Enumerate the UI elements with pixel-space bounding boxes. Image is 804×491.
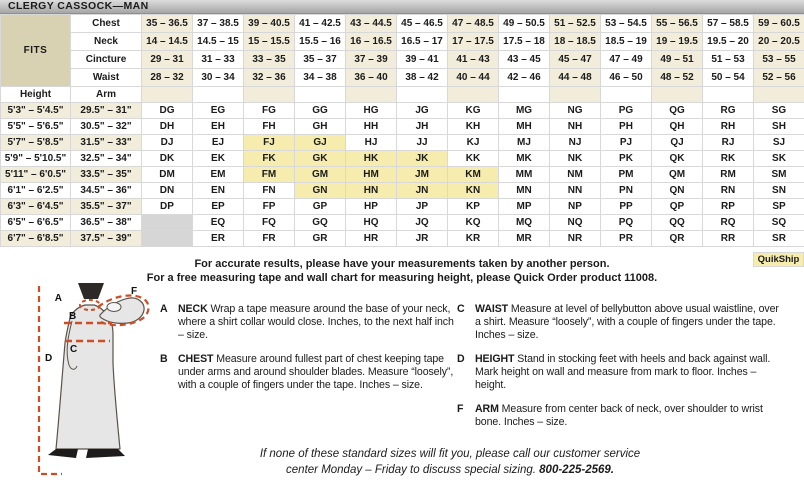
size-code-cell: NR xyxy=(550,231,601,247)
size-row xyxy=(1,199,804,215)
empty-header-cell xyxy=(346,87,397,103)
figure-head xyxy=(78,283,104,299)
size-code-cell: QN xyxy=(652,183,703,199)
arm-range-cell: 36.5" – 38" xyxy=(71,215,142,231)
size-code-cell: DM xyxy=(142,167,193,183)
size-code-cell: HN xyxy=(346,183,397,199)
size-code-cell: MG xyxy=(499,103,550,119)
size-code-cell: PG xyxy=(601,103,652,119)
size-code-cell: MR xyxy=(499,231,550,247)
measure-range-cell: 46 – 50 xyxy=(601,69,652,87)
measure-range-cell: 41 – 42.5 xyxy=(295,15,346,33)
measure-range-cell: 39 – 40.5 xyxy=(244,15,295,33)
size-code-cell: JJ xyxy=(397,135,448,151)
measure-range-cell: 49 – 50.5 xyxy=(499,15,550,33)
size-code-cell: RH xyxy=(703,119,754,135)
height-range-cell: 5'9" – 5'10.5" xyxy=(1,151,71,167)
size-row xyxy=(1,103,804,119)
size-code-cell: RP xyxy=(703,199,754,215)
size-code-cell: FP xyxy=(244,199,295,215)
size-code-cell: MM xyxy=(499,167,550,183)
measure-range-cell: 42 – 46 xyxy=(499,69,550,87)
empty-header-cell xyxy=(601,87,652,103)
measure-range-cell: 35 – 36.5 xyxy=(142,15,193,33)
instructions-right-column xyxy=(457,303,779,440)
measure-range-cell: 33 – 35 xyxy=(244,51,295,69)
size-code-cell: NG xyxy=(550,103,601,119)
size-code-cell: EM xyxy=(193,167,244,183)
size-code-cell: RJ xyxy=(703,135,754,151)
size-code-cell: GH xyxy=(295,119,346,135)
measure-range-cell: 17.5 – 18 xyxy=(499,33,550,51)
size-row xyxy=(1,215,804,231)
measure-range-cell: 48 – 52 xyxy=(652,69,703,87)
fits-rows xyxy=(1,15,804,87)
height-range-cell: 6'1" – 6'2.5" xyxy=(1,183,71,199)
instruction-key: B xyxy=(160,353,168,365)
measure-range-cell: 47 – 48.5 xyxy=(448,15,499,33)
size-code-cell: HQ xyxy=(346,215,397,231)
empty-header-cell xyxy=(193,87,244,103)
size-code-cell: JG xyxy=(397,103,448,119)
height-range-cell: 5'11" – 6'0.5" xyxy=(1,167,71,183)
size-row xyxy=(1,119,804,135)
measure-range-cell: 17 – 17.5 xyxy=(448,33,499,51)
size-code-cell: PR xyxy=(601,231,652,247)
left-shoe xyxy=(48,449,78,458)
size-code-cell: SM xyxy=(754,167,804,183)
size-code-cell: FN xyxy=(244,183,295,199)
cassock-body xyxy=(56,305,120,449)
size-code-cell: EG xyxy=(193,103,244,119)
measure-range-cell: 14.5 – 15 xyxy=(193,33,244,51)
hand-cuff xyxy=(107,303,121,312)
size-code-cell: JQ xyxy=(397,215,448,231)
size-code-cell: SK xyxy=(754,151,804,167)
measure-range-cell: 43 – 44.5 xyxy=(346,15,397,33)
measure-range-cell: 28 – 32 xyxy=(142,69,193,87)
size-code-cell: NN xyxy=(550,183,601,199)
arm-range-cell: 30.5" – 32" xyxy=(71,119,142,135)
measure-range-cell: 32 – 36 xyxy=(244,69,295,87)
size-row xyxy=(1,231,804,247)
empty-header-cell xyxy=(397,87,448,103)
figure-label-c: C xyxy=(70,344,78,355)
size-code-cell: FK xyxy=(244,151,295,167)
size-code-cell: KG xyxy=(448,103,499,119)
size-code-cell: EP xyxy=(193,199,244,215)
size-code-cell: EJ xyxy=(193,135,244,151)
size-code-cell: RN xyxy=(703,183,754,199)
measure-label: Neck xyxy=(71,33,142,51)
instruction-c xyxy=(457,303,779,342)
instruction-key: A xyxy=(160,303,168,315)
measure-label: Chest xyxy=(71,15,142,33)
size-code-cell: SJ xyxy=(754,135,804,151)
arm-range-cell: 32.5" – 34" xyxy=(71,151,142,167)
size-code-cell: QR xyxy=(652,231,703,247)
figure-label-a: A xyxy=(54,293,62,304)
size-code-cell: EH xyxy=(193,119,244,135)
size-code-cell: DP xyxy=(142,199,193,215)
figure-label-b: B xyxy=(69,311,77,322)
size-code-cell: RR xyxy=(703,231,754,247)
instruction-text: WAIST Measure at level of bellybutton above usual waistline, over a shirt. Measure “loosely”, with a couple of fingers under the tape. Inches – size. xyxy=(475,303,779,341)
measure-range-cell: 53 – 55 xyxy=(754,51,804,69)
size-code-cell: DJ xyxy=(142,135,193,151)
measure-row-cincture xyxy=(1,51,804,69)
measure-range-cell: 41 – 43 xyxy=(448,51,499,69)
size-code-cell: PN xyxy=(601,183,652,199)
size-code-cell: FG xyxy=(244,103,295,119)
empty-header-cell xyxy=(244,87,295,103)
measure-range-cell: 16 – 16.5 xyxy=(346,33,397,51)
size-code-cell: MH xyxy=(499,119,550,135)
size-code-cell: QK xyxy=(652,151,703,167)
size-code-cell: NQ xyxy=(550,215,601,231)
note-line-1: For accurate results, please have your measurements taken by another person. xyxy=(194,258,610,270)
size-code-cell: FH xyxy=(244,119,295,135)
size-code-cell: RM xyxy=(703,167,754,183)
measure-range-cell: 19 – 19.5 xyxy=(652,33,703,51)
measure-range-cell: 43 – 45 xyxy=(499,51,550,69)
size-code-cell: NH xyxy=(550,119,601,135)
instruction-key: D xyxy=(457,353,465,365)
size-code-cell: FQ xyxy=(244,215,295,231)
height-range-cell: 6'3" – 6'4.5" xyxy=(1,199,71,215)
measure-row-neck xyxy=(1,33,804,51)
arm-range-cell: 31.5" – 33" xyxy=(71,135,142,151)
size-code-cell: KR xyxy=(448,231,499,247)
instruction-text: HEIGHT Stand in stocking feet with heels and back against wall. Mark height on wall and measure from mark to floor. Inches – height. xyxy=(475,353,771,391)
instruction-a xyxy=(160,303,456,342)
size-row xyxy=(1,135,804,151)
size-code-cell: MN xyxy=(499,183,550,199)
measure-range-cell: 52 – 56 xyxy=(754,69,804,87)
measure-range-cell: 15 – 15.5 xyxy=(244,33,295,51)
size-code-cell: FJ xyxy=(244,135,295,151)
size-code-cell: SP xyxy=(754,199,804,215)
measure-range-cell: 30 – 34 xyxy=(193,69,244,87)
size-code-cell: HR xyxy=(346,231,397,247)
size-code-cell: KP xyxy=(448,199,499,215)
measure-range-cell: 15.5 – 16 xyxy=(295,33,346,51)
size-code-cell: HJ xyxy=(346,135,397,151)
size-code-cell: DK xyxy=(142,151,193,167)
size-code-cell: HH xyxy=(346,119,397,135)
size-code-cell: PM xyxy=(601,167,652,183)
size-code-cell: KH xyxy=(448,119,499,135)
size-code-cell: KQ xyxy=(448,215,499,231)
footer-line-2 xyxy=(100,463,800,479)
measure-range-cell: 49 – 51 xyxy=(652,51,703,69)
measure-range-cell: 36 – 40 xyxy=(346,69,397,87)
size-code-cell: PP xyxy=(601,199,652,215)
instructions-left-column xyxy=(160,303,456,403)
instruction-key: F xyxy=(457,403,464,415)
size-code-cell: JR xyxy=(397,231,448,247)
arm-range-cell: 34.5" – 36" xyxy=(71,183,142,199)
size-code-cell: MJ xyxy=(499,135,550,151)
measure-label: Waist xyxy=(71,69,142,87)
measure-range-cell: 16.5 – 17 xyxy=(397,33,448,51)
size-code-cell: PJ xyxy=(601,135,652,151)
size-code-cell: GJ xyxy=(295,135,346,151)
empty-header-cell xyxy=(703,87,754,103)
size-code-cell: NM xyxy=(550,167,601,183)
size-code-cell: MP xyxy=(499,199,550,215)
measure-range-cell: 38 – 42 xyxy=(397,69,448,87)
size-code-cell: GP xyxy=(295,199,346,215)
measure-range-cell: 37 – 39 xyxy=(346,51,397,69)
instruction-text: ARM Measure from center back of neck, over shoulder to wrist bone. Inches – size. xyxy=(475,403,763,428)
empty-header-cell xyxy=(142,87,193,103)
size-code-cell: JP xyxy=(397,199,448,215)
size-code-cell: GQ xyxy=(295,215,346,231)
size-code-cell: EQ xyxy=(193,215,244,231)
raised-arm xyxy=(100,298,144,323)
measure-row-chest xyxy=(1,15,804,33)
instruction-text: NECK Wrap a tape measure around the base of your neck, where a shirt collar would close. Inches, to the next half inch – size. xyxy=(178,303,454,341)
size-code-cell: ER xyxy=(193,231,244,247)
size-code-cell: SG xyxy=(754,103,804,119)
size-code-cell: QP xyxy=(652,199,703,215)
size-code-cell: HP xyxy=(346,199,397,215)
quikship-badge: QuikShip xyxy=(753,252,804,267)
measure-range-cell: 45 – 47 xyxy=(550,51,601,69)
size-code-cell: JM xyxy=(397,167,448,183)
size-code-cell: MK xyxy=(499,151,550,167)
size-code-cell: SN xyxy=(754,183,804,199)
size-code-cell: GN xyxy=(295,183,346,199)
empty-header-cell xyxy=(550,87,601,103)
height-range-cell: 6'5" – 6'6.5" xyxy=(1,215,71,231)
measure-range-cell: 45 – 46.5 xyxy=(397,15,448,33)
customer-service-phone: 800-225-2569. xyxy=(539,463,614,476)
measure-range-cell: 53 – 54.5 xyxy=(601,15,652,33)
measure-range-cell: 57 – 58.5 xyxy=(703,15,754,33)
sizing-table xyxy=(0,14,804,247)
arm-column-header: Arm xyxy=(71,87,142,103)
size-code-cell: HK xyxy=(346,151,397,167)
size-code-cell: NJ xyxy=(550,135,601,151)
figure-label-f: F xyxy=(131,286,138,297)
size-code-cell: RK xyxy=(703,151,754,167)
figure-label-d: D xyxy=(45,353,53,364)
size-code-cell: PK xyxy=(601,151,652,167)
measure-range-cell: 51 – 52.5 xyxy=(550,15,601,33)
size-code-cell: PH xyxy=(601,119,652,135)
measure-range-cell: 50 – 54 xyxy=(703,69,754,87)
note-line-2: For a free measuring tape and wall chart for measuring height, please Quick Order product 11008. xyxy=(146,271,658,284)
empty-header-cell xyxy=(295,87,346,103)
measure-range-cell: 18 – 18.5 xyxy=(550,33,601,51)
measure-range-cell: 35 – 37 xyxy=(295,51,346,69)
measure-range-cell: 55 – 56.5 xyxy=(652,15,703,33)
size-code-cell: KN xyxy=(448,183,499,199)
size-code-cell: GK xyxy=(295,151,346,167)
size-code-cell: GG xyxy=(295,103,346,119)
size-code-cell: SR xyxy=(754,231,804,247)
page-title: CLERGY CASSOCK—MAN xyxy=(0,0,804,14)
measure-range-cell: 51 – 53 xyxy=(703,51,754,69)
size-code-cell: QM xyxy=(652,167,703,183)
size-rows xyxy=(1,103,804,247)
footer-line-2-text: center Monday – Friday to discuss special sizing. xyxy=(286,463,540,476)
size-code-cell: EK xyxy=(193,151,244,167)
arm-range-cell: 33.5" – 35" xyxy=(71,167,142,183)
size-code-cell: DG xyxy=(142,103,193,119)
measure-range-cell: 31 – 33 xyxy=(193,51,244,69)
instruction-d xyxy=(457,353,779,392)
measure-range-cell: 19.5 – 20 xyxy=(703,33,754,51)
measure-range-cell: 44 – 48 xyxy=(550,69,601,87)
measure-range-cell: 34 – 38 xyxy=(295,69,346,87)
footer-line-1: If none of these standard sizes will fit you, please call our customer service xyxy=(259,448,641,460)
size-row xyxy=(1,167,804,183)
empty-header-cell xyxy=(448,87,499,103)
size-code-cell: KJ xyxy=(448,135,499,151)
size-code-cell: DN xyxy=(142,183,193,199)
measure-range-cell: 47 – 49 xyxy=(601,51,652,69)
measure-row-waist xyxy=(1,69,804,87)
special-sizing-footer xyxy=(100,447,800,478)
size-code-cell: QH xyxy=(652,119,703,135)
size-code-cell: HM xyxy=(346,167,397,183)
unavailable-size-cell xyxy=(142,231,193,247)
height-arm-header-row xyxy=(1,87,804,103)
height-range-cell: 6'7" – 6'8.5" xyxy=(1,231,71,247)
measure-range-cell: 18.5 – 19 xyxy=(601,33,652,51)
size-code-cell: DH xyxy=(142,119,193,135)
instruction-key: C xyxy=(457,303,465,315)
height-range-cell: 5'5" – 5'6.5" xyxy=(1,119,71,135)
measure-range-cell: 37 – 38.5 xyxy=(193,15,244,33)
size-row xyxy=(1,183,804,199)
size-code-cell: JK xyxy=(397,151,448,167)
size-code-cell: KM xyxy=(448,167,499,183)
size-code-cell: RG xyxy=(703,103,754,119)
measure-range-cell: 20 – 20.5 xyxy=(754,33,804,51)
measure-range-cell: 40 – 44 xyxy=(448,69,499,87)
empty-header-cell xyxy=(754,87,804,103)
size-code-cell: NP xyxy=(550,199,601,215)
instruction-text: CHEST Measure around fullest part of chest keeping tape under arms and around shoulder blades. Measure “loosely”, with a couple of fingers under the tape. Inches – size. xyxy=(178,353,454,391)
size-code-cell: QG xyxy=(652,103,703,119)
height-column-header: Height xyxy=(1,87,71,103)
size-code-cell: KK xyxy=(448,151,499,167)
measurement-notes xyxy=(0,258,804,285)
measure-range-cell: 39 – 41 xyxy=(397,51,448,69)
measure-range-cell: 29 – 31 xyxy=(142,51,193,69)
arm-range-cell: 35.5" – 37" xyxy=(71,199,142,215)
measure-label: Cincture xyxy=(71,51,142,69)
size-code-cell: EN xyxy=(193,183,244,199)
size-code-cell: RQ xyxy=(703,215,754,231)
height-range-cell: 5'7" – 5'8.5" xyxy=(1,135,71,151)
arm-range-cell: 29.5" – 31" xyxy=(71,103,142,119)
instruction-f xyxy=(457,403,779,429)
size-code-cell: JN xyxy=(397,183,448,199)
empty-header-cell xyxy=(499,87,550,103)
size-code-cell: QQ xyxy=(652,215,703,231)
size-code-cell: GM xyxy=(295,167,346,183)
empty-header-cell xyxy=(652,87,703,103)
height-header-row xyxy=(1,87,804,103)
size-code-cell: HG xyxy=(346,103,397,119)
instruction-b xyxy=(160,353,456,392)
size-code-cell: FM xyxy=(244,167,295,183)
size-code-cell: NK xyxy=(550,151,601,167)
size-code-cell: QJ xyxy=(652,135,703,151)
size-code-cell: SH xyxy=(754,119,804,135)
size-code-cell: JH xyxy=(397,119,448,135)
arm-range-cell: 37.5" – 39" xyxy=(71,231,142,247)
height-range-cell: 5'3" – 5'4.5" xyxy=(1,103,71,119)
measure-range-cell: 59 – 60.5 xyxy=(754,15,804,33)
size-code-cell: MQ xyxy=(499,215,550,231)
size-row xyxy=(1,151,804,167)
fits-label: FITS xyxy=(1,15,71,87)
size-code-cell: FR xyxy=(244,231,295,247)
size-code-cell: SQ xyxy=(754,215,804,231)
unavailable-size-cell xyxy=(142,215,193,231)
measure-range-cell: 14 – 14.5 xyxy=(142,33,193,51)
size-code-cell: GR xyxy=(295,231,346,247)
size-code-cell: PQ xyxy=(601,215,652,231)
